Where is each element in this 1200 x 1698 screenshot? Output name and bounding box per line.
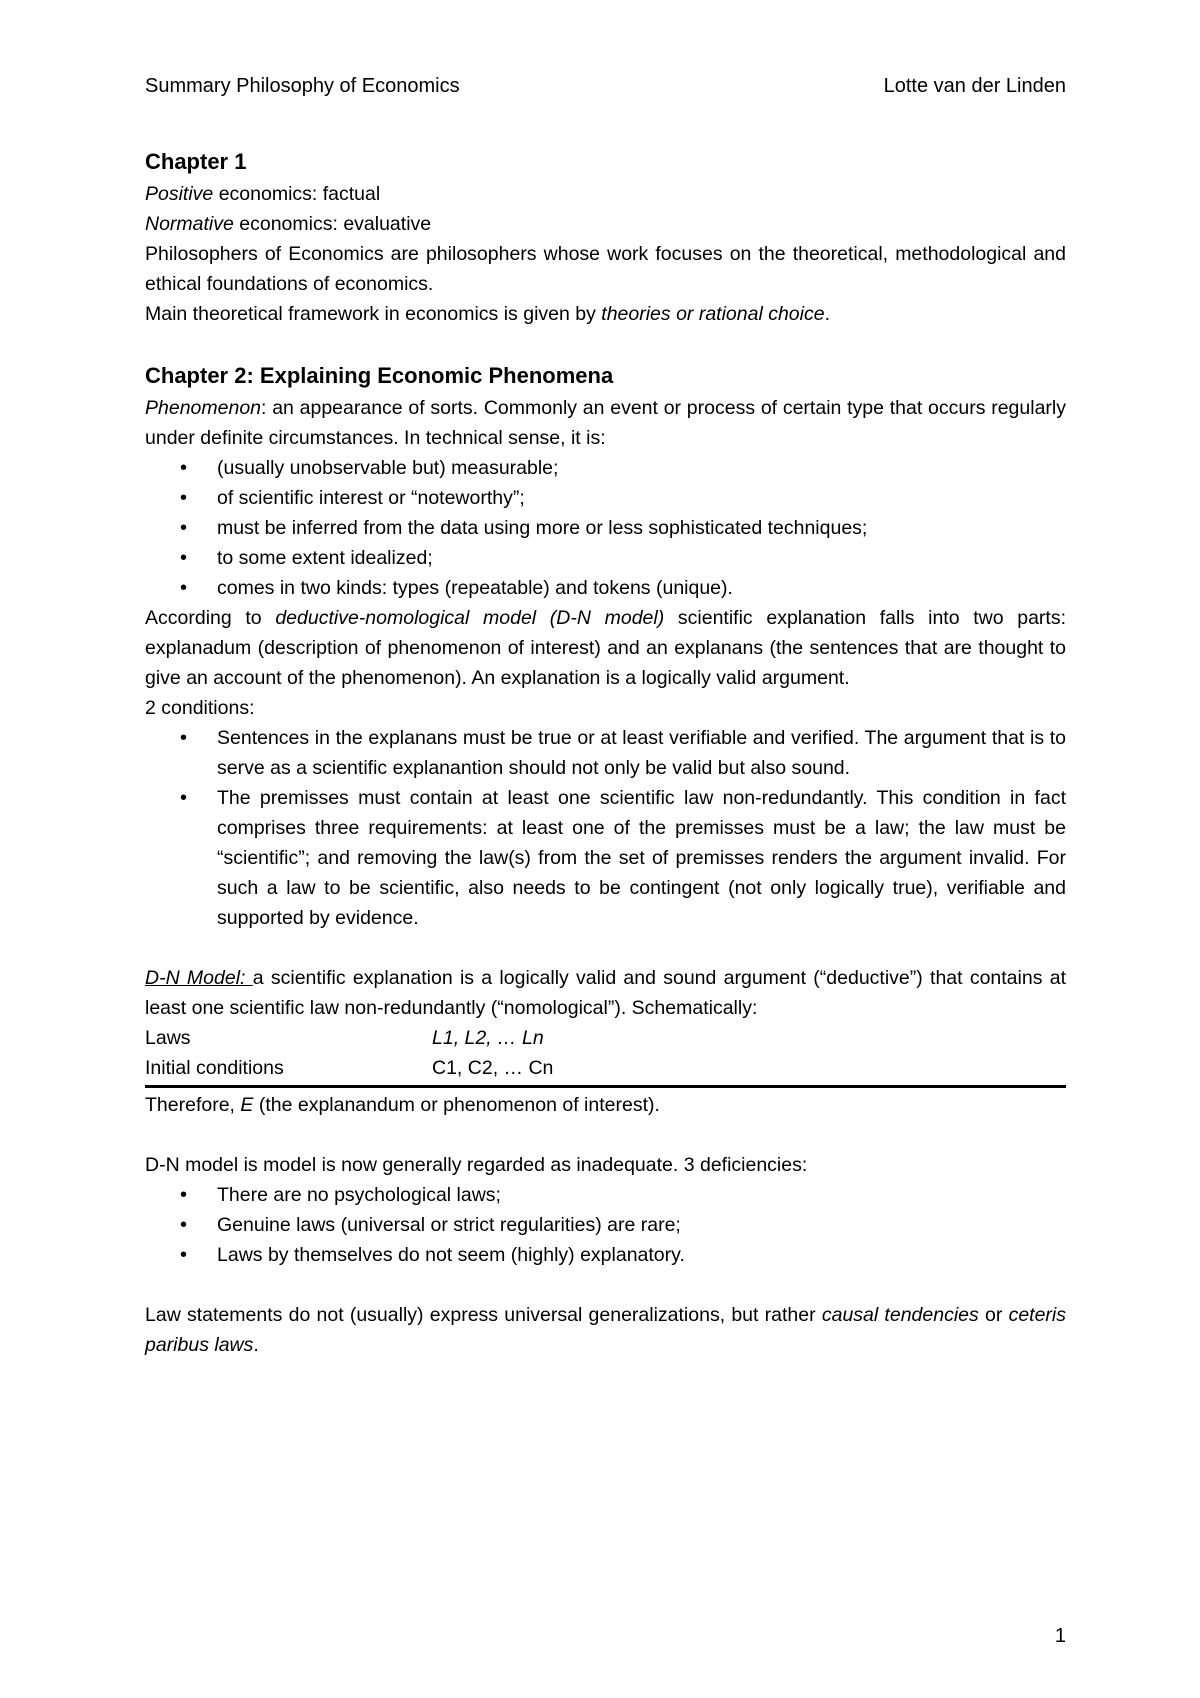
list-item: • There are no psychological laws;	[217, 1180, 1066, 1210]
schema-divider	[145, 1085, 1066, 1088]
dn-model-label: D-N Model:	[145, 967, 253, 989]
list-item: • comes in two kinds: types (repeatable) and tokens (unique).	[217, 573, 1066, 603]
dn-intro-rest: scientific explanation falls into two parts: explanadum (description of phenomenon of interest) and an explanans (the sentences that are thought to give an account of the phenomenon). An explanation is a logically valid argument.	[145, 607, 1066, 689]
list-item: • Sentences in the explanans must be true or at least verifiable and verified. The argument that is to serve as a scientific explanantion should not only be valid but also sound.	[217, 723, 1066, 783]
law-end: .	[253, 1334, 259, 1356]
list-item: • (usually unobservable but) measurable;	[217, 453, 1066, 483]
spacer	[145, 933, 1066, 963]
phenomenon-definition: : an appearance of sorts. Commonly an event or process of certain type that occurs regularly under definite circumstances. In technical sense, it is:	[145, 397, 1066, 449]
schema-initial-label: Initial conditions	[145, 1057, 284, 1079]
spacer	[145, 1270, 1066, 1300]
phenomenon-paragraph	[145, 393, 1066, 453]
schema-laws-value: L1, L2, … Ln	[432, 1027, 544, 1049]
list-item: • Laws by themselves do not seem (highly) explanatory.	[217, 1240, 1066, 1270]
chapter-2-heading: Chapter 2: Explaining Economic Phenomena	[145, 363, 614, 388]
list-item: • to some extent idealized;	[217, 543, 1066, 573]
dn-intro-paragraph	[145, 603, 1066, 693]
schema-initial-value: C1, C2, … Cn	[432, 1057, 554, 1079]
schema-conclusion	[145, 1090, 1066, 1120]
schema-row-initial	[145, 1053, 1066, 1083]
framework-paragraph	[145, 299, 1066, 329]
law-statements-paragraph	[145, 1300, 1066, 1360]
spacer	[145, 329, 1066, 359]
dn-model-paragraph	[145, 963, 1066, 1023]
explanandum-symbol: E	[240, 1094, 254, 1116]
normative-definition: economics: evaluative	[233, 213, 432, 235]
inadequate-paragraph: D-N model is model is now generally regarded as inadequate. 3 deficiencies:	[145, 1154, 808, 1176]
phenomenon-list	[145, 453, 1066, 603]
framework-term: theories or rational choice	[601, 303, 825, 325]
positive-definition: economics: factual	[213, 183, 381, 205]
phenomenon-term: Phenomenon	[145, 397, 262, 419]
chapter-1-heading: Chapter 1	[145, 149, 247, 174]
header-author: Lotte van der Linden	[883, 75, 1066, 97]
therefore-text: Therefore,	[145, 1094, 241, 1116]
therefore-rest: (the explanandum or phenomenon of interest).	[253, 1094, 660, 1116]
normative-term: Normative	[145, 213, 234, 235]
header-title: Summary Philosophy of Economics	[145, 75, 460, 97]
positive-term: Positive	[145, 183, 214, 205]
page-header	[145, 72, 1066, 100]
framework-end: .	[824, 303, 830, 325]
dn-model-definition: a scientific explanation is a logically valid and sound argument (“deductive”) that contains at least one scientific law non-redundantly (“nomological”). Schematically:	[145, 967, 1066, 1019]
dn-model-term: deductive-nomological model (D-N model)	[275, 607, 665, 629]
law-or: or	[978, 1304, 1009, 1326]
spacer	[145, 1120, 1066, 1150]
conditions-list	[145, 723, 1066, 933]
normative-economics-line	[145, 209, 1066, 239]
dn-intro-text: According to	[145, 607, 276, 629]
list-item: • must be inferred from the data using more or less sophisticated techniques;	[217, 513, 1066, 543]
schema-laws-label: Laws	[145, 1027, 191, 1049]
deficiencies-list	[145, 1180, 1066, 1270]
schema-row-laws	[145, 1023, 1066, 1053]
document-body	[145, 145, 1066, 1360]
dn-schema	[145, 1023, 1066, 1120]
list-item: • The premisses must contain at least one scientific law non-redundantly. This condition in fact comprises three requirements: at least one of the premisses must be a law; the law must be “scientific”; and removing the law(s) from the set of premisses renders the argument invalid. For such a law to be scientific, also needs to be contingent (not only logically true), verifiable and supported by evidence.	[217, 783, 1066, 933]
law-text: Law statements do not (usually) express universal generalizations, but rather	[145, 1304, 822, 1326]
conditions-label: 2 conditions:	[145, 697, 255, 719]
list-item: • of scientific interest or “noteworthy”;	[217, 483, 1066, 513]
framework-text: Main theoretical framework in economics is given by	[145, 303, 602, 325]
philosophers-paragraph: Philosophers of Economics are philosophers whose work focuses on the theoretical, methodological and ethical foundations of economics.	[145, 243, 1066, 295]
positive-economics-line	[145, 179, 1066, 209]
page-number: 1	[1054, 1625, 1066, 1647]
causal-tendencies-term: causal tendencies	[821, 1304, 979, 1326]
list-item: • Genuine laws (universal or strict regularities) are rare;	[217, 1210, 1066, 1240]
ceteris-paribus-term: ceteris paribus laws	[145, 1304, 1066, 1356]
